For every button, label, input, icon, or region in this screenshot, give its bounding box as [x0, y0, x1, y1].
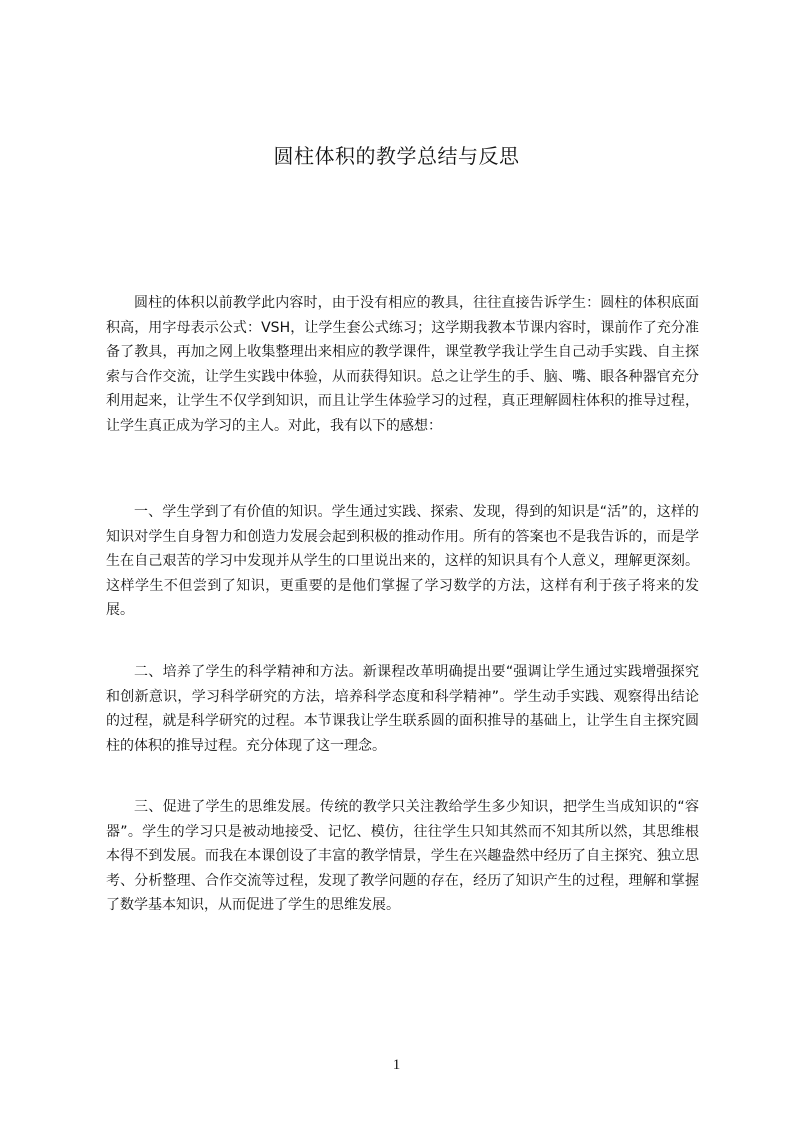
paragraph-intro: 圆柱的体积以前教学此内容时，由于没有相应的教具，往往直接告诉学生：圆柱的体积底面积高，用字母表示公式：VSH，让学生套公式练习；这学期我教本节课内容时，课前作了充分准备了教具，再加之网上收集整理出来相应的教学课件，课堂教学我让学生自己动手实践、自主探索与合作交流，让学生实践中体验，从而获得知识。总之让学生的手、脑、嘴、眼各种器官充分利用起来，让学生不仅学到知识，而且让学生体验学习的过程，真正理解圆柱体积的推导过程，让学生真正成为学习的主人。对此，我有以下的感想：	[106, 295, 699, 434]
paragraph-point-three: 三、促进了学生的思维发展。传统的教学只关注教给学生多少知识，把学生当成知识的“容器”。学生的学习只是被动地接受、记忆、模仿，往往学生只知其然而不知其所以然，其思维根本得不到发展。而我在本课创设了丰富的教学情景，学生在兴趣盎然中经历了自主探究、独立思考、分析整理、合作交流等过程，发现了教学问题的存在，经历了知识产生的过程，理解和掌握了数学基本知识，从而促进了学生的思维发展。	[106, 799, 699, 913]
page-number: 1	[392, 1057, 401, 1073]
paragraph-point-one: 一、学生学到了有价值的知识。学生通过实践、探索、发现，得到的知识是“活”的，这样的知识对学生自身智力和创造力发展会起到积极的推动作用。所有的答案也不是我告诉的，而是学生在自己艰苦的学习中发现并从学生的口里说出来的，这样的知识具有个人意义，理解更深刻。这样学生不但尝到了知识，更重要的是他们掌握了学习数学的方法，这样有利于孩子将来的发展。	[106, 504, 699, 618]
paragraph-point-two: 二、培养了学生的科学精神和方法。新课程改革明确提出要“强调让学生通过实践增强探究和创新意识，学习科学研究的方法，培养科学态度和科学精神”。学生动手实践、观察得出结论的过程，就是科学研究的过程。本节课我让学生联系圆的面积推导的基础上，让学生自主探究圆柱的体积的推导过程。充分体现了这一理念。	[106, 664, 699, 754]
document-title: 圆柱体积的教学总结与反思	[273, 144, 520, 168]
